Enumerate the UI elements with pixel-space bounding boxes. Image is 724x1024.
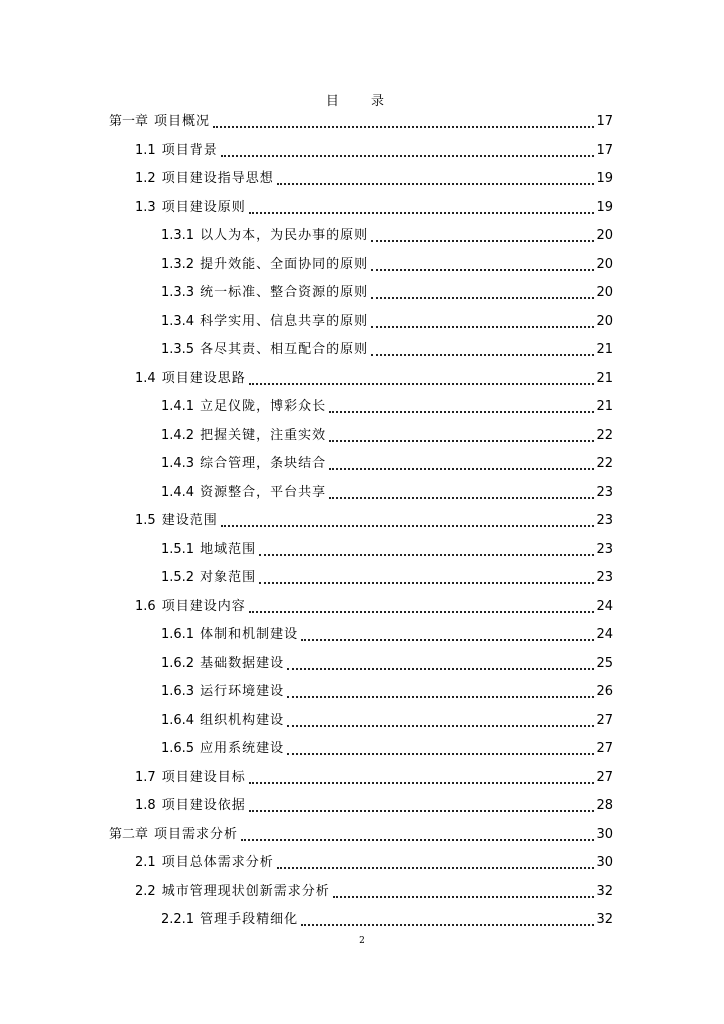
toc-entry[interactable] [161, 567, 613, 587]
toc-entry-number: 1.5.2 [161, 570, 195, 585]
toc-entry-page: 32 [596, 883, 613, 899]
toc-entry[interactable] [161, 681, 613, 701]
toc-entry[interactable] [161, 339, 613, 359]
toc-leader-dots [249, 800, 595, 812]
toc-entry-label: 立足仪陇，博彩众长 [200, 399, 327, 414]
toc-entry-label: 对象范围 [200, 570, 257, 585]
toc-leader-dots [221, 515, 595, 527]
toc-leader-dots [249, 373, 595, 385]
toc-leader-dots [259, 572, 594, 584]
toc-entry-number: 2.2.1 [161, 912, 195, 927]
toc-entry-number: 1.4.3 [161, 456, 195, 471]
toc-entry[interactable] [135, 767, 613, 787]
toc-entry-number: 1.7 [135, 769, 156, 785]
toc-entry[interactable] [161, 282, 613, 302]
toc-entry-label: 把握关键，注重实效 [200, 427, 327, 443]
toc-entry-page: 20 [596, 256, 613, 272]
toc-leader-dots [287, 743, 594, 755]
toc-entry[interactable] [135, 368, 613, 388]
toc-entry-number: 1.4 [135, 370, 156, 386]
toc-leader-dots [221, 145, 595, 157]
toc-entry-page: 19 [596, 199, 613, 215]
toc-leader-dots [371, 230, 594, 242]
toc-leader-dots [287, 715, 594, 727]
toc-entry[interactable] [161, 909, 613, 929]
toc-entry-page: 22 [596, 427, 613, 443]
toc-entry-label: 体制和机制建设 [200, 627, 299, 642]
toc-leader-dots [371, 344, 594, 356]
toc-entry-number: 1.6.2 [161, 655, 195, 671]
toc-leader-dots [329, 430, 594, 442]
toc-entry-number: 2.2 [135, 883, 156, 899]
toc-entry-label: 科学实用、信息共享的原则 [200, 313, 369, 329]
toc-entry[interactable] [161, 624, 613, 644]
toc-entry-label: 运行环境建设 [200, 684, 285, 699]
toc-entry[interactable] [135, 881, 613, 901]
toc-entry-page: 24 [596, 598, 613, 614]
page-number: 2 [359, 936, 365, 946]
toc-entry-number: 1.6.4 [161, 712, 195, 728]
toc-entry-page: 24 [596, 627, 613, 642]
toc-entry[interactable] [161, 396, 613, 416]
toc-entry-number: 1.5 [135, 513, 156, 528]
toc-entry-label: 管理手段精细化 [200, 912, 299, 927]
toc-entry-label: 地域范围 [200, 541, 257, 557]
toc-leader-dots [249, 772, 595, 784]
toc-leader-dots [259, 544, 594, 556]
toc-entry-number: 1.3.1 [161, 228, 195, 243]
toc-entry-label: 项目建设思路 [161, 370, 246, 386]
toc-entry-number: 1.4.4 [161, 484, 195, 500]
toc-entry[interactable] [161, 482, 613, 502]
toc-entry-page: 21 [596, 370, 613, 386]
toc-entry-page: 22 [596, 456, 613, 471]
toc-entry-page: 28 [596, 798, 613, 813]
toc-entry-label: 项目概况 [154, 114, 211, 129]
toc-entry[interactable] [161, 653, 613, 673]
toc-entry-number: 1.4.2 [161, 427, 195, 443]
toc-leader-dots [301, 914, 594, 926]
toc-entry-label: 建设范围 [161, 513, 218, 528]
toc-entry-page: 27 [596, 741, 613, 756]
toc-entry-page: 19 [596, 171, 613, 186]
toc-entry-label: 项目背景 [161, 142, 218, 158]
toc-entry-page: 20 [596, 313, 613, 329]
toc-entry-number: 1.8 [135, 798, 156, 813]
toc-entry-number: 1.3.3 [161, 285, 195, 300]
toc-entry-label: 以人为本，为民办事的原则 [200, 228, 369, 243]
toc-entry-label: 项目建设指导思想 [161, 171, 274, 186]
toc-entry-number: 1.1 [135, 142, 156, 158]
toc-entry-label: 统一标准、整合资源的原则 [200, 285, 369, 300]
toc-entry-page: 25 [596, 655, 613, 671]
toc-entry-number: 1.6.5 [161, 741, 195, 756]
toc-leader-dots [301, 629, 594, 641]
toc-entry-label: 提升效能、全面协同的原则 [200, 256, 369, 272]
toc-entry-label: 综合管理，条块结合 [200, 456, 327, 471]
toc-entry-label: 项目建设依据 [161, 798, 246, 813]
toc-entry-page: 17 [596, 142, 613, 158]
toc-entry-page: 21 [596, 342, 613, 357]
toc-entry-number: 1.5.1 [161, 541, 195, 557]
toc-entry-number: 1.2 [135, 171, 156, 186]
toc-entry-page: 21 [596, 399, 613, 414]
toc-entry-label: 项目建设内容 [161, 598, 246, 614]
toc-entry-label: 项目需求分析 [154, 826, 239, 842]
toc-entry-page: 23 [596, 513, 613, 528]
toc-entry[interactable] [135, 852, 613, 872]
toc-entry-label: 各尽其责、相互配合的原则 [200, 342, 369, 357]
toc-entry[interactable] [135, 197, 613, 217]
toc-entry-number: 1.3.2 [161, 256, 195, 272]
toc-entry[interactable] [161, 710, 613, 730]
toc-leader-dots [241, 829, 594, 841]
toc-entry-number: 1.3 [135, 199, 156, 215]
toc-entry-page: 30 [596, 826, 613, 842]
toc-leader-dots [287, 658, 594, 670]
toc-entry[interactable] [161, 311, 613, 331]
toc-entry-page: 20 [596, 285, 613, 300]
toc-entry-page: 17 [596, 114, 613, 129]
toc-entry[interactable] [109, 111, 613, 131]
toc-entry-page: 27 [596, 712, 613, 728]
toc-leader-dots [329, 487, 594, 499]
toc-leader-dots [371, 259, 594, 271]
toc-entry-page: 23 [596, 541, 613, 557]
toc-entry-label: 项目建设原则 [161, 199, 246, 215]
toc-entry[interactable] [135, 510, 613, 530]
toc-entry[interactable] [109, 824, 613, 844]
toc-entry-page: 20 [596, 228, 613, 243]
toc-entry-page: 23 [596, 570, 613, 585]
toc-leader-dots [371, 316, 594, 328]
toc-entry-page: 23 [596, 484, 613, 500]
toc-entry-label: 组织机构建设 [200, 712, 285, 728]
toc-entry-number: 2.1 [135, 855, 156, 870]
toc-entry-number: 1.6 [135, 598, 156, 614]
toc-entry-number: 1.3.4 [161, 313, 195, 329]
toc-leader-dots [249, 601, 595, 613]
toc-entry[interactable] [135, 168, 613, 188]
toc-entry-number: 第一章 [109, 114, 149, 129]
toc-entry-page: 26 [596, 684, 613, 699]
toc-leader-dots [333, 886, 595, 898]
toc-leader-dots [277, 173, 595, 185]
toc-entry[interactable] [161, 225, 613, 245]
toc-entry-page: 32 [596, 912, 613, 927]
toc-entry[interactable] [161, 738, 613, 758]
toc-entry-label: 应用系统建设 [200, 741, 285, 756]
toc-entry-number: 1.6.1 [161, 627, 195, 642]
toc-entry[interactable] [161, 425, 613, 445]
toc-leader-dots [329, 458, 594, 470]
toc-entry-label: 项目总体需求分析 [161, 855, 274, 870]
toc-leader-dots [371, 287, 594, 299]
toc-entry[interactable] [135, 795, 613, 815]
toc-leader-dots [287, 686, 594, 698]
toc-entry-number: 1.6.3 [161, 684, 195, 699]
toc-leader-dots [213, 116, 594, 128]
toc-leader-dots [249, 202, 595, 214]
toc-entry-label: 资源整合，平台共享 [200, 484, 327, 500]
toc-entry-number: 1.4.1 [161, 399, 195, 414]
toc-entry[interactable] [135, 596, 613, 616]
toc-leader-dots [277, 857, 595, 869]
toc-entry-page: 27 [596, 769, 613, 785]
toc-leader-dots [329, 401, 594, 413]
toc-entry-page: 30 [596, 855, 613, 870]
toc-entry-label: 城市管理现状创新需求分析 [161, 883, 330, 899]
toc-entry[interactable] [161, 254, 613, 274]
toc-entry[interactable] [135, 140, 613, 160]
toc-entry-number: 1.3.5 [161, 342, 195, 357]
toc-title: 目 录 [325, 94, 399, 109]
toc-entry[interactable] [161, 539, 613, 559]
toc-entry-label: 基础数据建设 [200, 655, 285, 671]
toc-entry[interactable] [161, 453, 613, 473]
toc-entry-label: 项目建设目标 [161, 769, 246, 785]
toc-entry-number: 第二章 [109, 826, 149, 842]
